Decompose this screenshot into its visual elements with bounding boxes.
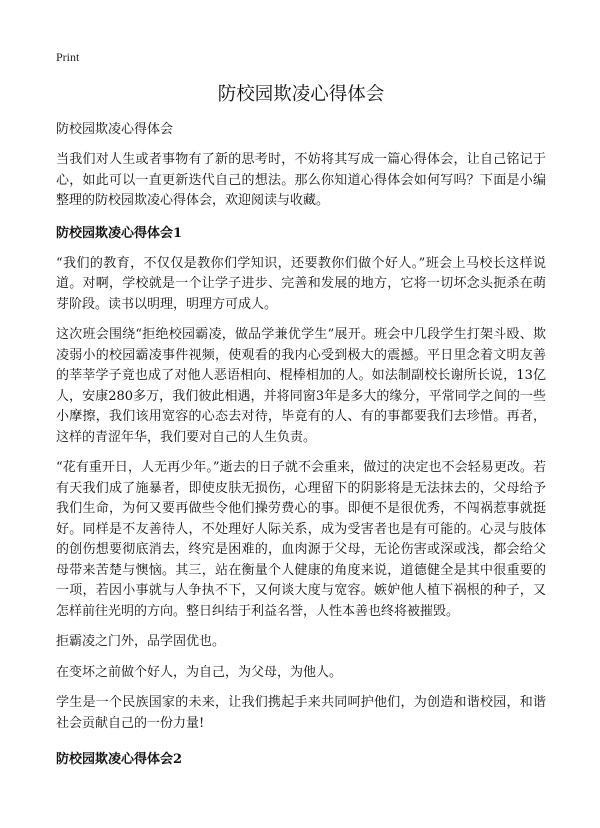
- document-page: [56, 46, 546, 770]
- page-title: 防校园欺凌心得体会: [217, 84, 385, 105]
- section-1-paragraph-3: “花有重开日，人无再少年。”逝去的日子就不会重来，做过的决定也不会轻易更改。若有天我们成了施暴者，即使皮肤无损伤，心理留下的阴影将是无法抹去的，父母给予我们生命，为何又要再做些令他们操劳费心的事。即便不是很优秀，不闯祸惹事就挺好。同样是不友善待人，不处理好人际关系，成为受害者也是有可能的。心灵与肢体的创伤想要彻底消去，终究是困难的，血肉源于父母，无论伤害或深或浅，都会给父母带来苦楚与懊恼。其三，站在衡量个人健康的角度来说，道德健全是其中很重要的一项，若因小事就与人争执不下，又何谈大度与宽容。嫉妒他人植下祸根的种子，又怎样前往光明的方向。整日纠结于利益名誉，人性本善也终将被摧毁。: [56, 460, 546, 619]
- print-link[interactable]: Print: [56, 50, 80, 64]
- intro-paragraph: 当我们对人生或者事物有了新的思考时，不妨将其写成一篇心得体会，让自己铭记于心，如此可以一直更新迭代自己的想法。那么你知道心得体会如何写吗？下面是小编整理的防校园欺凌心得体会，欢迎阅读与收藏。: [56, 152, 546, 208]
- section-1-paragraph-2: 这次班会围绕“拒绝校园霸凌，做品学兼优学生”展开。班会中几段学生打架斗殴、欺凌弱小的校园霸凌事件视频，使观看的我内心受到极大的震撼。平日里念着文明友善的莘莘学子竟也成了对他人恶语相向、棍棒相加的人。如法制副校长谢所长说，13亿人，安康280多万，我们彼此相遇，并将同窗3年是多大的缘分，平常同学之间的一些小摩擦，我们该用宽容的心态去对待，毕竟有的人、有的事都要我们去珍惜。再者，这样的青涩年华，我们要对自己的人生负责。: [56, 327, 546, 445]
- section-1-paragraph-6: 学生是一个民族国家的未来，让我们携起手来共同呵护他们，为创造和谐校园，和谐社会贡献自己的一份力量!: [56, 695, 546, 731]
- section-1-paragraph-4: 拒霸凌之门外，品学固优也。: [56, 634, 226, 649]
- section-heading-2: 防校园欺凌心得体会2: [56, 752, 183, 767]
- section-1-paragraph-5: 在变坏之前做个好人，为自己，为父母，为他人。: [56, 664, 343, 680]
- document-subtitle: 防校园欺凌心得体会: [56, 122, 174, 137]
- section-1-paragraph-1: “我们的教育，不仅仅是教你们学知识，还要教你们做个好人。”班会上马校长这样说道。对啊，学校就是一个让学子进步、完善和发展的地方，它将一切坏念头扼杀在萌芽阶段。读书以明理，明理方可成人。: [56, 255, 546, 312]
- section-heading-1: 防校园欺凌心得体会1: [56, 225, 183, 241]
